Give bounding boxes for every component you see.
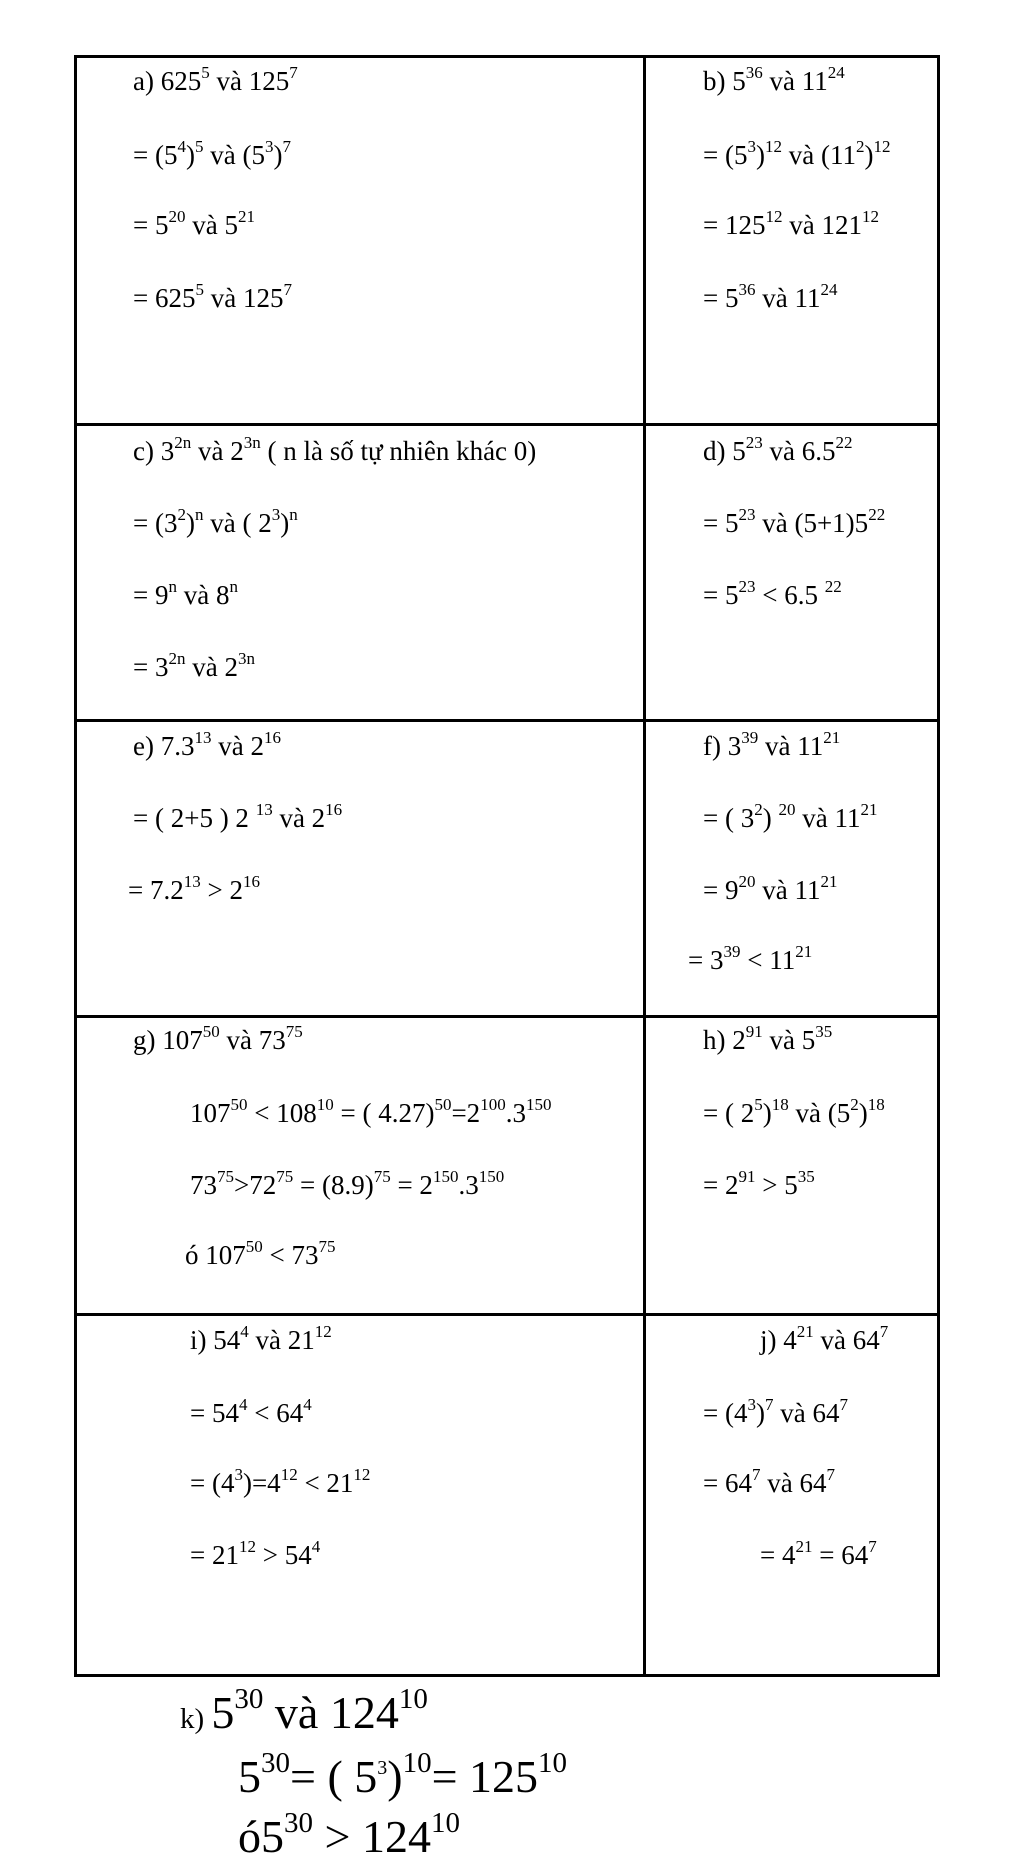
row-divider xyxy=(77,423,937,426)
cell-a-line-4: = $625^5$ và $125^7$ xyxy=(133,280,292,313)
cell-f-line-4: = $3^{39} < 11^{21}$ xyxy=(688,942,813,975)
cell-i-line-3: = $(4^3)=4^{12} < 21^{12}$ xyxy=(190,1465,371,1498)
cell-f-line-2: = ( $3^2$) $^{20}$ và $11^{21}$ xyxy=(703,800,878,833)
cell-j-line-4: = $4^{21} = 64^7$ xyxy=(760,1537,877,1570)
cell-e-line-1: e) $7.3^{13}$ và $2^{16}$ xyxy=(133,728,281,761)
cell-i-line-4: = $21^{12} > 54^4$ xyxy=(190,1537,321,1570)
cell-h-line-3: = $2^{91} > 5^{35}$ xyxy=(703,1167,815,1200)
cell-j-line-1: j) $4^{21}$ và $64^7$ xyxy=(760,1322,889,1355)
cell-a-line-2: = $(5^4)^5$ và $(5^3)^7$ xyxy=(133,137,291,170)
cell-c-line-1: c) $3^{2n}$ và $2^{3n}$ ( n là số tự nhiên khác 0) xyxy=(133,433,537,466)
cell-g-line-2: $107^{50} < 108^{10}$ = ( $4.27)^{50}=2^{100}.3^{150}$ xyxy=(190,1095,552,1128)
cell-j-line-3: = $64^7$ và $64^7$ xyxy=(703,1465,835,1498)
cell-g-line-4: ó $107^{50} < 73^{75}$ xyxy=(185,1237,336,1270)
cell-e-line-3: = $7.2^{13} > 2^{16}$ xyxy=(128,872,260,905)
cell-f-line-3: = $9^{20}$ và $11^{21}$ xyxy=(703,872,838,905)
cell-i-line-2: = $54^4 < 64^4$ xyxy=(190,1395,312,1428)
cell-i-line-1: i) $54^4$ và $21^{12}$ xyxy=(190,1322,332,1355)
part-k-line-2: $5^{30}=$ ( $5^3)^{10}= 125^{10}$ xyxy=(238,1747,568,1802)
cell-h-line-1: h) $2^{91}$ và $5^{35}$ xyxy=(703,1022,833,1055)
column-divider xyxy=(643,58,646,1674)
cell-b-line-4: = $5^{36}$ và $11^{24}$ xyxy=(703,280,838,313)
cell-d-line-2: = $5^{23}$ và $(5+1)5^{22}$ xyxy=(703,505,886,538)
part-k-line-1: k) $5^{30}$ và $124^{10}$ xyxy=(180,1683,428,1738)
cell-h-line-2: = ( $2^5)^{18}$ và $(5^2)^{18}$ xyxy=(703,1095,885,1128)
cell-f-line-1: f) $3^{39}$ và $11^{21}$ xyxy=(703,728,841,761)
cell-a-line-3: = $5^{20}$ và $5^{21}$ xyxy=(133,207,255,240)
cell-d-line-1: d) $5^{23}$ và $6.5^{22}$ xyxy=(703,433,853,466)
cell-a-line-1: a) $625^5$ và $125^7$ xyxy=(133,63,298,96)
cell-b-line-3: = $125^{12}$ và $121^{12}$ xyxy=(703,207,879,240)
row-divider xyxy=(77,1015,937,1018)
cell-g-line-1: g) $107^{50}$ và $73^{75}$ xyxy=(133,1022,303,1055)
cell-d-line-3: = $5^{23} < 6.5$ $^{22}$ xyxy=(703,577,842,610)
cell-b-line-2: = $(5^3)^{12}$ và $(11^2)^{12}$ xyxy=(703,137,891,170)
cell-c-line-2: = $(3^2)^n$ và ( $2^3)^n$ xyxy=(133,505,298,538)
cell-c-line-4: = $3^{2n}$ và $2^{3n}$ xyxy=(133,649,255,682)
cell-g-line-3: $73^{75}>72^{75} = (8.9)^{75} = 2^{150}.3^{150}$ xyxy=(190,1167,505,1200)
cell-e-line-2: = ( 2+5 ) 2 $^{13}$ và $2^{16}$ xyxy=(133,800,343,833)
row-divider xyxy=(77,719,937,722)
part-k-line-3: $ó5^{30} > 124^{10}$ xyxy=(238,1807,460,1862)
cell-b-line-1: b) $5^{36}$ và $11^{24}$ xyxy=(703,63,845,96)
cell-c-line-3: = $9^n$ và 8$^n$ xyxy=(133,577,238,610)
cell-j-line-2: = $(4^3)^7$ và $64^7$ xyxy=(703,1395,848,1428)
row-divider xyxy=(77,1313,937,1316)
